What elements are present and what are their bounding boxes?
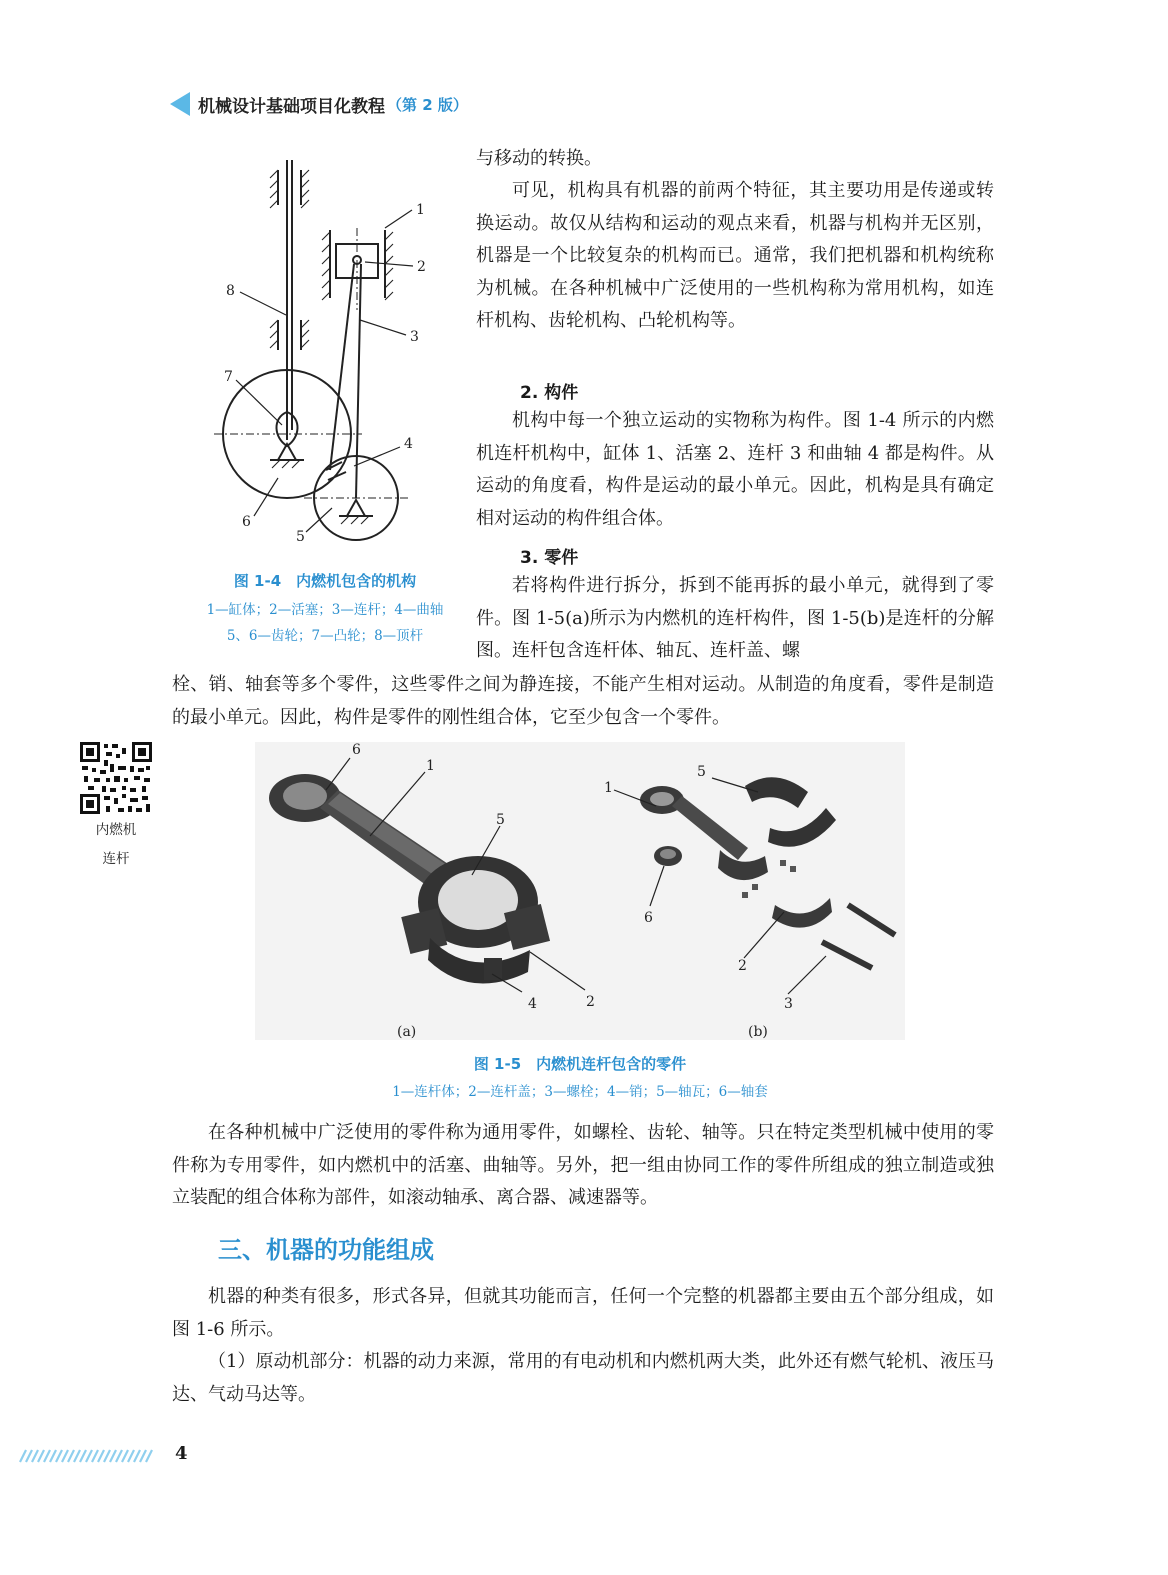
- page-number: 4: [175, 1443, 188, 1464]
- fig1-4-legend-line1: 1—缸体；2—活塞；3—连杆；4—曲轴: [206, 602, 444, 618]
- book-edition: （第 2 版）: [387, 95, 468, 114]
- footer-stripes-decoration: [18, 1449, 158, 1463]
- qr-label-line2: 连杆: [102, 851, 130, 867]
- fig1-4-label-2: 2: [417, 259, 426, 275]
- fig1-5b-label-2: 2: [738, 958, 747, 974]
- figure-1-5-photo: [255, 742, 905, 1042]
- fig1-4-legend-line2: 5、6—齿轮；7—凸轮；8—顶杆: [226, 628, 424, 644]
- fig1-5b-label-6: 6: [644, 910, 653, 926]
- paragraph-component: 机构中每一个独立运动的实物称为构件。图 1-4 所示的内燃机连杆机构中，缸体 1、活塞 2、连杆 3 和曲轴 4 都是构件。从运动的角度看，构件是运动的最小单元。因此，机构是具有确定相对运动的构件组合体。: [476, 410, 994, 529]
- subheading-part: 3. 零件: [520, 548, 579, 568]
- fig1-4-label-5: 5: [296, 529, 305, 545]
- section-title-machine-composition: 三、机器的功能组成: [218, 1236, 434, 1264]
- paragraph-part-b: 栓、销、轴套等多个零件，这些零件之间为静连接，不能产生相对运动。从制造的角度看，零件是制造的最小单元。因此，构件是零件的刚性组合体，它至少包含一个零件。: [172, 674, 994, 728]
- fig1-4-label-6: 6: [242, 514, 251, 530]
- fig1-4-caption-title: 图 1-4 内燃机包含的机构: [233, 572, 417, 590]
- fig1-5b-label-3: 3: [784, 996, 793, 1012]
- fig1-5-caption-title: 图 1-5 内燃机连杆包含的零件: [473, 1055, 687, 1073]
- subheading-component: 2. 构件: [520, 383, 579, 403]
- paragraph-mechanism-definition: 可见，机构具有机器的前两个特征，其主要功用是传递或转换运动。故仅从结构和运动的观点来看，机器与机构并无区别，机器是一个比较复杂的机构而已。通常，我们把机器和机构统称为机械。在各种机械中广泛使用的一些机构称为常用机构，如连杆机构、齿轮机构、凸轮机构等。: [476, 180, 994, 331]
- fig1-5a-label-5: 5: [496, 812, 505, 828]
- qr-label-line1: 内燃机: [95, 822, 137, 838]
- paragraph-general-parts: 在各种机械中广泛使用的零件称为通用零件，如螺栓、齿轮、轴等。只在特定类型机械中使用的零件称为专用零件，如内燃机中的活塞、曲轴等。另外，把一组由协同工作的零件所组成的独立制造或独立装配的组合体称为部件，如滚动轴承、离合器、减速器等。: [172, 1122, 994, 1208]
- fig1-5a-label-4: 4: [528, 996, 537, 1012]
- fig1-5a-label-2: 2: [586, 994, 595, 1010]
- fig1-4-label-4: 4: [404, 436, 413, 452]
- figure-1-4-diagram: [200, 150, 470, 570]
- paragraph-five-parts: 机器的种类有很多，形式各异，但就其功能而言，任何一个完整的机器都主要由五个部分组成，如图 1-6 所示。: [172, 1286, 994, 1340]
- fig1-4-label-3: 3: [410, 329, 419, 345]
- fig1-5-sub-a: (a): [397, 1024, 417, 1040]
- fig1-4-label-7: 7: [224, 369, 233, 385]
- paragraph-prime-mover: （1）原动机部分：机器的动力来源，常用的有电动机和内燃机两大类，此外还有燃气轮机、液压马达、气动马达等。: [172, 1351, 994, 1405]
- qr-code-icon[interactable]: [80, 742, 152, 814]
- paragraph-continuation: 与移动的转换。: [476, 148, 602, 169]
- fig1-4-label-1: 1: [416, 202, 425, 218]
- fig1-4-label-8: 8: [226, 283, 235, 299]
- paragraph-part-a: 若将构件进行拆分，拆到不能再拆的最小单元，就得到了零件。图 1-5(a)所示为内燃机的连杆构件，图 1-5(b)是连杆的分解图。连杆包含连杆体、轴瓦、连杆盖、螺: [476, 575, 994, 661]
- header-triangle-icon: [170, 92, 190, 116]
- fig1-5a-label-6: 6: [352, 742, 361, 758]
- running-header: [170, 90, 468, 118]
- fig1-5b-label-5: 5: [697, 764, 706, 780]
- fig1-5-sub-b: (b): [748, 1024, 768, 1040]
- fig1-5b-label-1: 1: [604, 780, 613, 796]
- fig1-5a-label-1: 1: [426, 758, 435, 774]
- book-title: 机械设计基础项目化教程: [198, 96, 385, 117]
- fig1-5-legend: 1—连杆体；2—连杆盖；3—螺栓；4—销；5—轴瓦；6—轴套: [392, 1084, 768, 1100]
